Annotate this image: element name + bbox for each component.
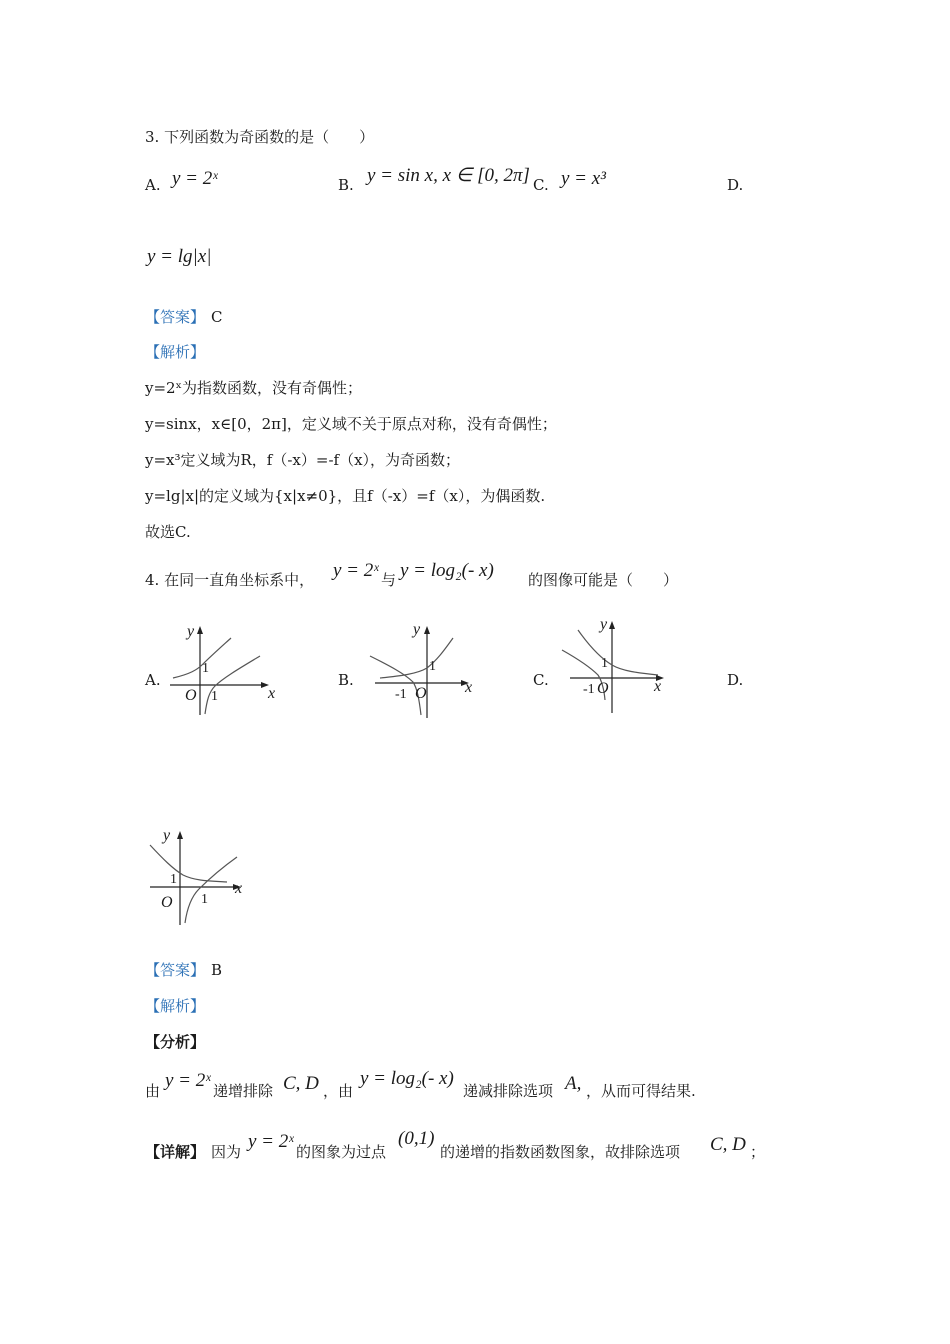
graph-d-y-one: 1 [170, 872, 177, 887]
graph-c [560, 615, 680, 715]
graph-c-x-neg-one: -1 [583, 682, 595, 697]
graph-a [165, 620, 285, 720]
q3-answer-label: 【答案】 [145, 308, 206, 326]
q3-option-a-letter: A. [145, 176, 161, 194]
q4-fenxi-label: 【分析】 [145, 1033, 206, 1051]
graph-b-y-label: y [413, 621, 421, 638]
q4-option-a-letter: A. [145, 671, 161, 689]
q3-analysis-line-5: 故选C. [145, 523, 191, 541]
graph-b-x-neg-one: -1 [395, 687, 407, 702]
graph-b-origin-label: O [415, 685, 427, 702]
q4-xiangjie-p2: 的图象为过点 [296, 1143, 387, 1161]
q4-fenxi-e3: y = log₂(- x) [360, 1068, 454, 1089]
graph-d-exp-curve [150, 845, 227, 882]
graph-a-y-label: y [187, 623, 195, 640]
q4-fenxi-p2: 递增排除 [213, 1082, 274, 1100]
q4-fenxi-e1: y = 2ˣ [165, 1070, 211, 1091]
graph-a-x-label: x [268, 685, 276, 702]
q4-option-d-letter: D. [727, 671, 744, 689]
q3-option-c-letter: C. [533, 176, 549, 194]
q4-fenxi-e4: A, [565, 1073, 582, 1094]
q3-analysis-line-3: y=x³定义域为R，f（-x）=-f（x），为奇函数； [145, 451, 461, 469]
graph-c-origin-label: O [597, 680, 609, 697]
q4-analysis-label: 【解析】 [145, 997, 206, 1015]
q4-answer-label: 【答案】 [145, 961, 206, 979]
q4-fenxi-p1: 由 [145, 1082, 161, 1100]
q4-option-b-letter: B. [338, 671, 354, 689]
graph-c-x-label: x [654, 678, 662, 695]
graph-b [365, 620, 485, 720]
q4-xiangjie-p1: 因为 [211, 1143, 242, 1161]
graph-c-y-label: y [600, 616, 608, 633]
graph-a-x-one: 1 [211, 689, 218, 704]
q4-fenxi-p5: ，从而可得结果. [586, 1082, 696, 1100]
q3-option-b-expr: y = sin x, x ∈ [0, 2π] [367, 165, 530, 186]
graph-d-x-one: 1 [201, 892, 208, 907]
q4-answer: B [211, 961, 223, 979]
q4-xiangjie-e2: (0,1) [398, 1128, 435, 1149]
q4-stem-prefix: 4. 在同一直角坐标系中， [145, 571, 315, 589]
q3-analysis-line-4: y=lg|x|的定义域为{x|x≠0}，且f（-x）=f（x），为偶函数. [145, 487, 546, 505]
graph-d-origin-label: O [161, 894, 173, 911]
graph-d-x-label: x [235, 880, 243, 897]
q4-stem-expr1: y = 2ˣ [333, 560, 379, 581]
q4-xiangjie-label: 【详解】 [145, 1143, 206, 1161]
q4-option-c-letter: C. [533, 671, 549, 689]
q3-analysis-line-2: y=sinx，x∈[0，2π]，定义域不关于原点对称，没有奇偶性； [145, 415, 557, 433]
q3-option-d-letter: D. [727, 176, 744, 194]
graph-a-y-one: 1 [202, 661, 209, 676]
graph-d-log-curve [185, 857, 237, 923]
graph-d [145, 825, 265, 925]
q3-stem: 3. 下列函数为奇函数的是（ ） [145, 128, 375, 146]
graph-b-log-curve [370, 656, 421, 715]
q3-analysis-label: 【解析】 [145, 343, 206, 361]
q4-fenxi-p3: ，由 [323, 1082, 354, 1100]
q4-stem-expr2: y = log₂(- x) [400, 560, 494, 581]
q3-option-c-expr: y = x³ [561, 168, 606, 189]
q3-option-d-expr: y = lg|x| [147, 246, 212, 267]
graph-b-x-label: x [465, 679, 473, 696]
graph-b-y-one: 1 [429, 659, 436, 674]
q4-fenxi-p4: 递减排除选项 [463, 1082, 554, 1100]
q4-stem-mid: 与 [381, 571, 397, 589]
q4-xiangjie-e3: C, D [710, 1134, 746, 1155]
q3-option-b-letter: B. [338, 176, 354, 194]
q4-stem-suffix: 的图像可能是（ ） [528, 571, 679, 589]
q4-xiangjie-p4: ； [750, 1143, 766, 1161]
q4-fenxi-e2: C, D [283, 1073, 319, 1094]
q3-answer: C [211, 308, 223, 326]
graph-d-y-label: y [163, 827, 171, 844]
q3-analysis-line-1: y=2ˣ为指数函数，没有奇偶性； [145, 379, 362, 397]
graph-b-exp-curve [380, 638, 453, 678]
q4-xiangjie-p3: 的递增的指数函数图象，故排除选项 [440, 1143, 681, 1161]
graph-c-y-one: 1 [601, 656, 608, 671]
q3-option-a-expr: y = 2ˣ [172, 168, 218, 189]
q4-xiangjie-e1: y = 2ˣ [248, 1131, 294, 1152]
graph-a-origin-label: O [185, 687, 197, 704]
